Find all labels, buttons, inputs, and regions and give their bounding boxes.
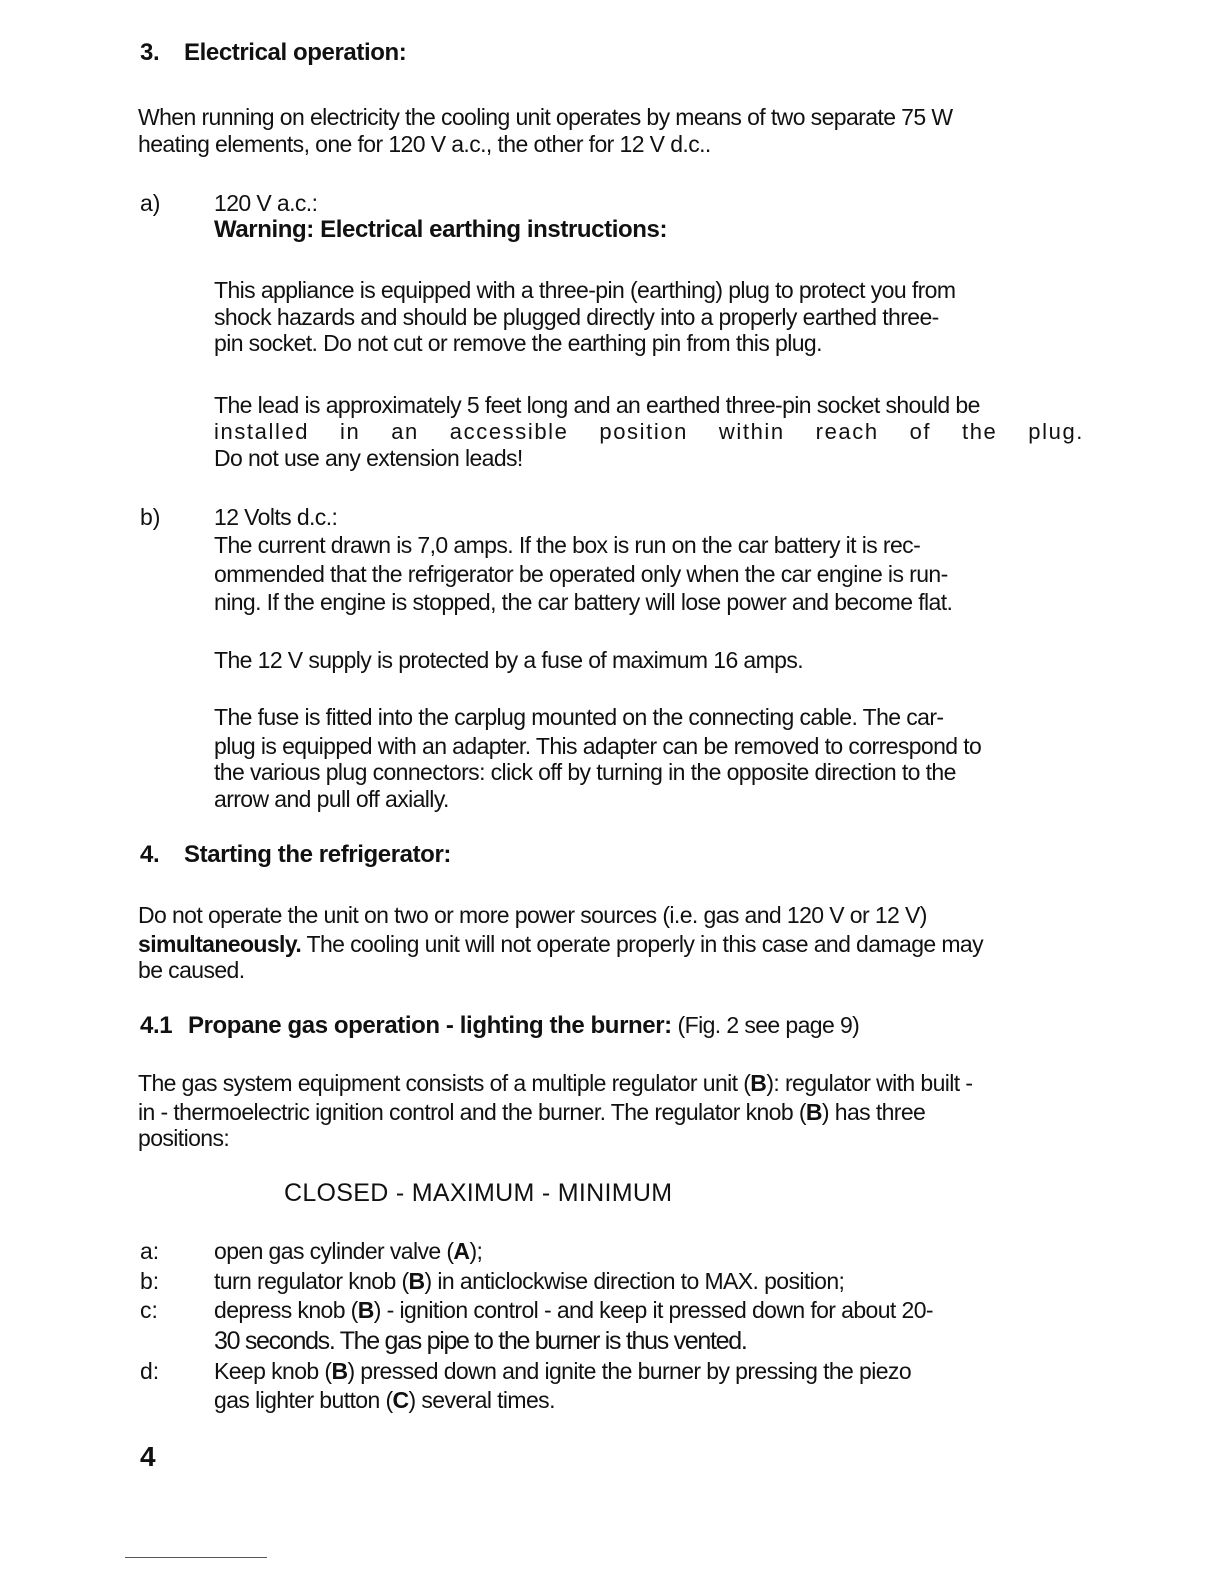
part-ref-c: C xyxy=(392,1386,409,1413)
paragraph-text: in - thermoelectric ignition control and the burner. The regulator knob ( xyxy=(138,1098,806,1125)
item-label-b: b) xyxy=(140,504,161,530)
step-d-text xyxy=(214,1358,911,1413)
part-ref-b: B xyxy=(408,1268,425,1294)
intro-line: heating elements, one for 120 V a.c., the other for 12 V d.c.. xyxy=(138,130,711,157)
knob-positions: CLOSED - MAXIMUM - MINIMUM xyxy=(284,1179,673,1207)
paragraph-line: arrow and pull off axially. xyxy=(214,785,449,812)
step-text: open gas cylinder valve ( xyxy=(214,1238,454,1264)
part-ref-b: B xyxy=(357,1297,374,1323)
footer-rule xyxy=(125,1557,267,1558)
paragraph-text: ): regulator with built - xyxy=(766,1070,973,1096)
step-text: Keep knob ( xyxy=(214,1358,332,1384)
step-text: gas lighter button ( xyxy=(214,1386,393,1413)
step-text: ) several times. xyxy=(408,1386,555,1413)
section-3-intro xyxy=(138,104,952,157)
step-line xyxy=(214,1387,911,1414)
figure-reference: (Fig. 2 see page 9) xyxy=(671,1012,860,1038)
step-c-text xyxy=(214,1297,933,1354)
step-b-text xyxy=(214,1268,844,1295)
step-text: ); xyxy=(469,1238,483,1264)
paragraph-line: ommended that the refrigerator be operated only when the car engine is run- xyxy=(214,560,948,587)
paragraph-line: the various plug connectors: click off by turning in the opposite direction to the xyxy=(214,759,956,785)
section-4-heading xyxy=(140,842,451,869)
item-a-title: 120 V a.c.: xyxy=(214,190,318,216)
step-label-b: b: xyxy=(140,1268,160,1294)
section-4-paragraph xyxy=(138,902,983,984)
step-line xyxy=(214,1297,933,1324)
section-3-title: Electrical operation: xyxy=(184,39,407,66)
step-text: ) - ignition control - and keep it pressed down for about 20- xyxy=(373,1297,933,1323)
step-label-d: d: xyxy=(140,1358,160,1384)
paragraph-line: plug is equipped with an adapter. This adapter can be removed to correspond to xyxy=(214,732,982,759)
paragraph-line xyxy=(138,1099,972,1126)
part-ref-a: A xyxy=(453,1238,470,1264)
gas-system-paragraph xyxy=(138,1070,972,1152)
paragraph-line: positions: xyxy=(138,1125,230,1151)
step-text: ) pressed down and ignite the burner by pressing the piezo xyxy=(347,1358,912,1384)
step-text: ) in anticlockwise direction to MAX. position; xyxy=(424,1268,845,1294)
paragraph-text: The cooling unit will not operate properly in this case and damage may xyxy=(301,930,984,957)
intro-line: When running on electricity the cooling unit operates by means of two separate 75 W xyxy=(138,104,953,130)
fuse-paragraph xyxy=(214,704,981,812)
step-text: turn regulator knob ( xyxy=(214,1268,409,1294)
step-line xyxy=(214,1358,911,1385)
paragraph-line: The fuse is fitted into the carplug mounted on the connecting cable. The car- xyxy=(214,704,944,730)
part-ref-b: B xyxy=(750,1070,767,1096)
part-ref-b: B xyxy=(331,1358,348,1384)
step-label-c: c: xyxy=(140,1297,158,1323)
section-3-heading xyxy=(140,40,406,67)
paragraph-text: ) has three xyxy=(821,1098,926,1125)
warning-heading: Warning: Electrical earthing instructions: xyxy=(214,216,668,243)
paragraph-line: installed in an accessible position within reach of the plug. xyxy=(214,418,1084,444)
paragraph-line: be caused. xyxy=(138,957,245,983)
paragraph-line: ning. If the engine is stopped, the car battery will lose power and become flat. xyxy=(214,589,953,615)
paragraph-line xyxy=(138,1070,972,1097)
step-line: 30 seconds. The gas pipe to the burner is thus vented. xyxy=(214,1326,747,1355)
paragraph-line: pin socket. Do not cut or remove the earthing pin from this plug. xyxy=(214,330,822,356)
paragraph-line xyxy=(138,931,983,958)
section-4-1-heading xyxy=(140,1012,859,1040)
lead-paragraph xyxy=(214,392,1084,472)
section-3-number: 3. xyxy=(140,39,160,66)
emphasis-text: simultaneously. xyxy=(138,930,302,957)
part-ref-b: B xyxy=(805,1098,822,1125)
earthing-paragraph xyxy=(214,277,955,357)
page-number: 4 xyxy=(140,1441,156,1472)
item-label-a: a) xyxy=(140,190,161,216)
item-b-title: 12 Volts d.c.: xyxy=(214,504,338,530)
section-4-title: Starting the refrigerator: xyxy=(184,841,451,868)
section-4-1-title: Propane gas operation - lighting the burner: xyxy=(188,1012,672,1039)
paragraph-line: The lead is approximately 5 feet long and an earthed three-pin socket should be xyxy=(214,392,980,418)
paragraph-text: The gas system equipment consists of a multiple regulator unit ( xyxy=(138,1070,751,1096)
paragraph-line: The current drawn is 7,0 amps. If the box is run on the car battery it is rec- xyxy=(214,532,921,558)
section-4-1-number: 4.1 xyxy=(140,1012,173,1039)
current-paragraph xyxy=(214,532,952,616)
paragraph-line: Do not operate the unit on two or more power sources (i.e. gas and 120 V or 12 V) xyxy=(138,902,927,928)
step-a-text xyxy=(214,1238,482,1265)
step-label-a: a: xyxy=(140,1238,160,1264)
paragraph-line: Do not use any extension leads! xyxy=(214,445,523,471)
fuse-rating-paragraph: The 12 V supply is protected by a fuse of maximum 16 amps. xyxy=(214,647,804,673)
section-4-number: 4. xyxy=(140,841,160,868)
paragraph-line: shock hazards and should be plugged directly into a properly earthed three- xyxy=(214,303,939,330)
paragraph-line: This appliance is equipped with a three-pin (earthing) plug to protect you from xyxy=(214,277,956,303)
step-text: depress knob ( xyxy=(214,1297,358,1323)
